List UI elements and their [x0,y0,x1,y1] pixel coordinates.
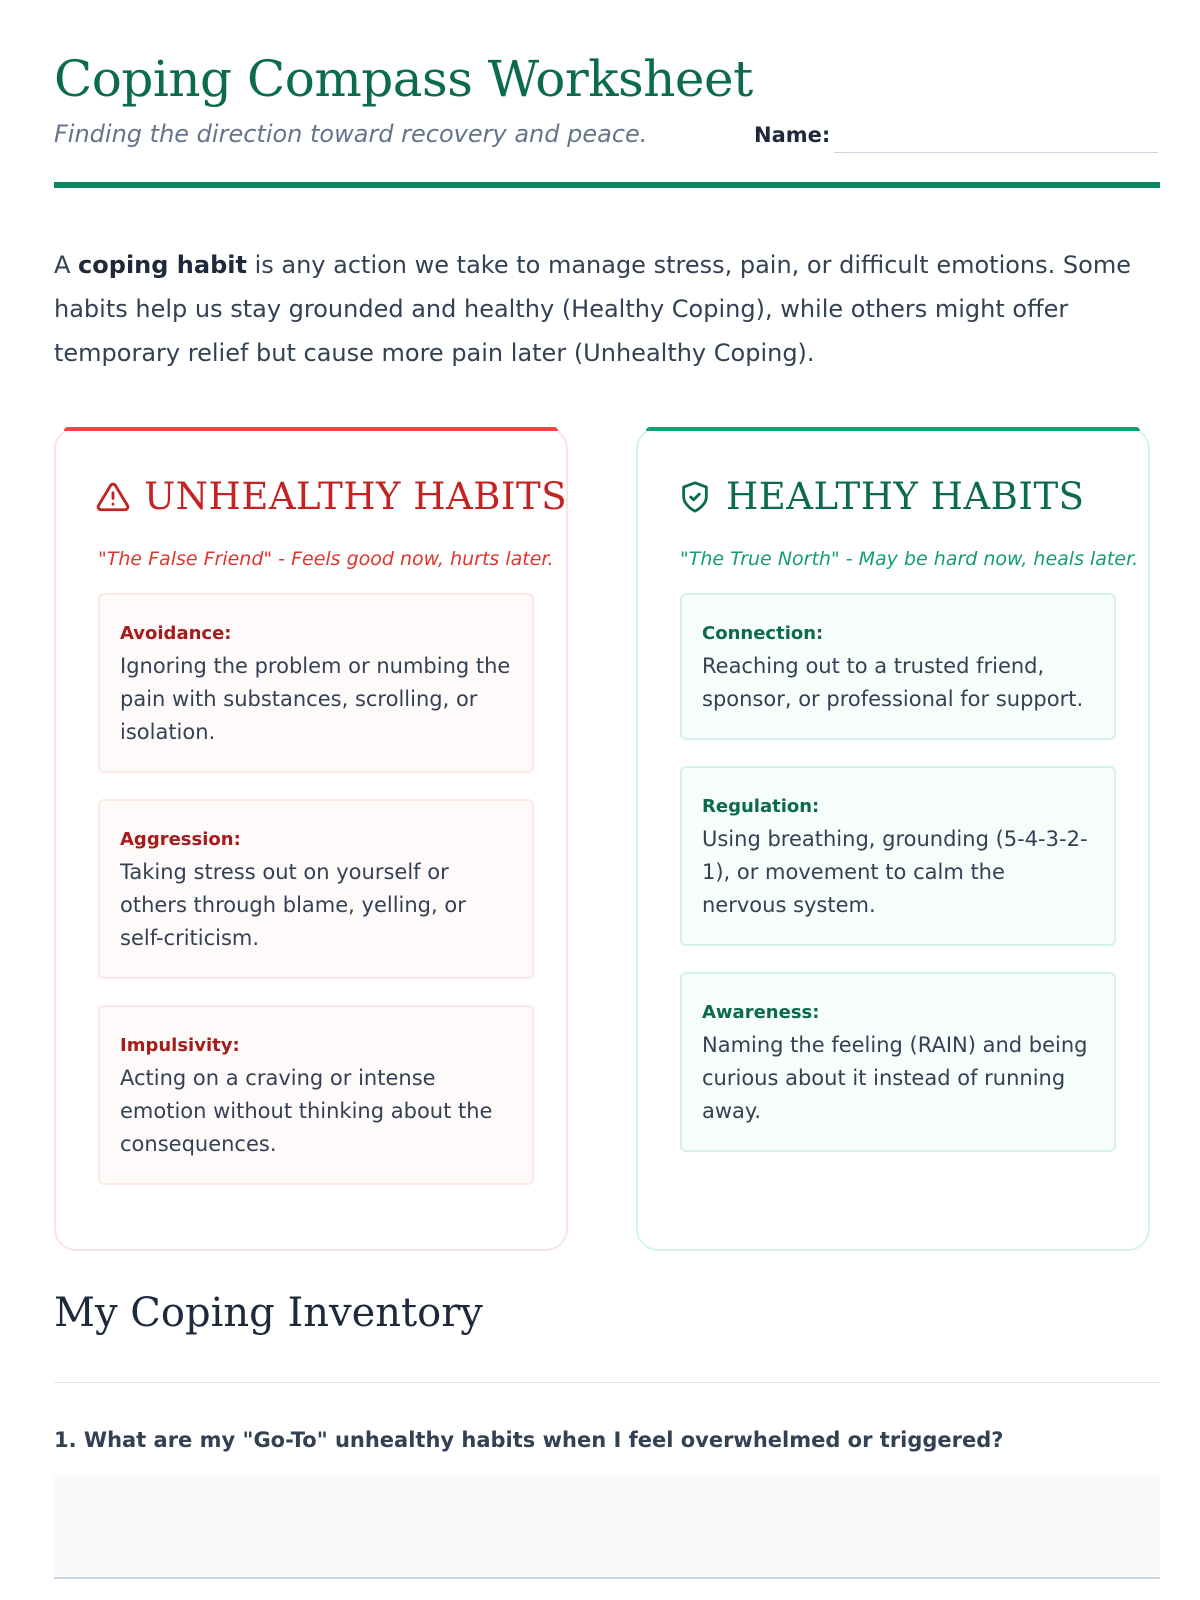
unhealthy-motto: "The False Friend" - Feels good now, hurts later. [98,548,554,570]
item-description: Reaching out to a trusted friend, sponsor, or professional for support. [702,654,1084,711]
unhealthy-item-aggression [98,799,534,979]
page-subtitle: Finding the direction toward recovery and peace. [54,120,648,148]
item-title: Avoidance: [120,623,232,644]
unhealthy-habits-card [54,427,568,1251]
question-1-answer-field[interactable] [54,1475,1160,1579]
healthy-motto: "The True North" - May be hard now, heals later. [680,548,1139,570]
item-title: Connection: [702,623,824,644]
item-description: Using breathing, grounding (5-4-3-2-1), or movement to calm the nervous system. [702,827,1088,917]
healthy-accent-bar [646,427,1140,431]
item-description: Ignoring the problem or numbing the pain with substances, scrolling, or isolation. [120,654,511,744]
unhealthy-accent-bar [64,427,558,431]
item-description: Acting on a craving or intense emotion without thinking about the consequences. [120,1066,493,1156]
healthy-card-header [678,475,1085,518]
unhealthy-item-impulsivity [98,1005,534,1185]
worksheet-page [54,0,1160,1600]
intro-paragraph [54,243,1160,375]
name-label: Name: [754,123,831,147]
intro-bold-term: coping habit [78,251,247,279]
page-title: Coping Compass Worksheet [54,50,753,108]
healthy-item-regulation [680,766,1116,946]
item-title: Awareness: [702,1002,820,1023]
healthy-habits-card [636,427,1150,1251]
shield-check-icon [678,480,712,514]
unhealthy-card-header [96,475,567,518]
item-description: Taking stress out on yourself or others through blame, yelling, or self-criticism. [120,860,466,950]
header-divider [54,182,1160,188]
unhealthy-heading: UNHEALTHY HABITS [144,475,568,518]
inventory-divider [54,1382,1160,1383]
healthy-item-connection [680,593,1116,740]
intro-rest: is any action we take to manage stress, pain, or difficult emotions. Some habits help us stay grounded and healthy (Healthy Coping), while others might offer temporary relief but cause more pain later (Unhealthy Coping). [54,251,1131,367]
healthy-heading: HEALTHY HABITS [726,475,1085,518]
inventory-title: My Coping Inventory [54,1290,483,1336]
intro-prefix: A [54,251,79,279]
question-1-label: 1. What are my "Go-To" unhealthy habits when I feel overwhelmed or triggered? [54,1428,1004,1452]
item-title: Aggression: [120,829,241,850]
item-title: Regulation: [702,796,820,817]
name-field[interactable] [834,152,1158,153]
item-description: Naming the feeling (RAIN) and being curious about it instead of running away. [702,1033,1088,1123]
unhealthy-item-avoidance [98,593,534,773]
healthy-item-awareness [680,972,1116,1152]
warning-triangle-icon [96,480,130,514]
item-title: Impulsivity: [120,1035,240,1056]
